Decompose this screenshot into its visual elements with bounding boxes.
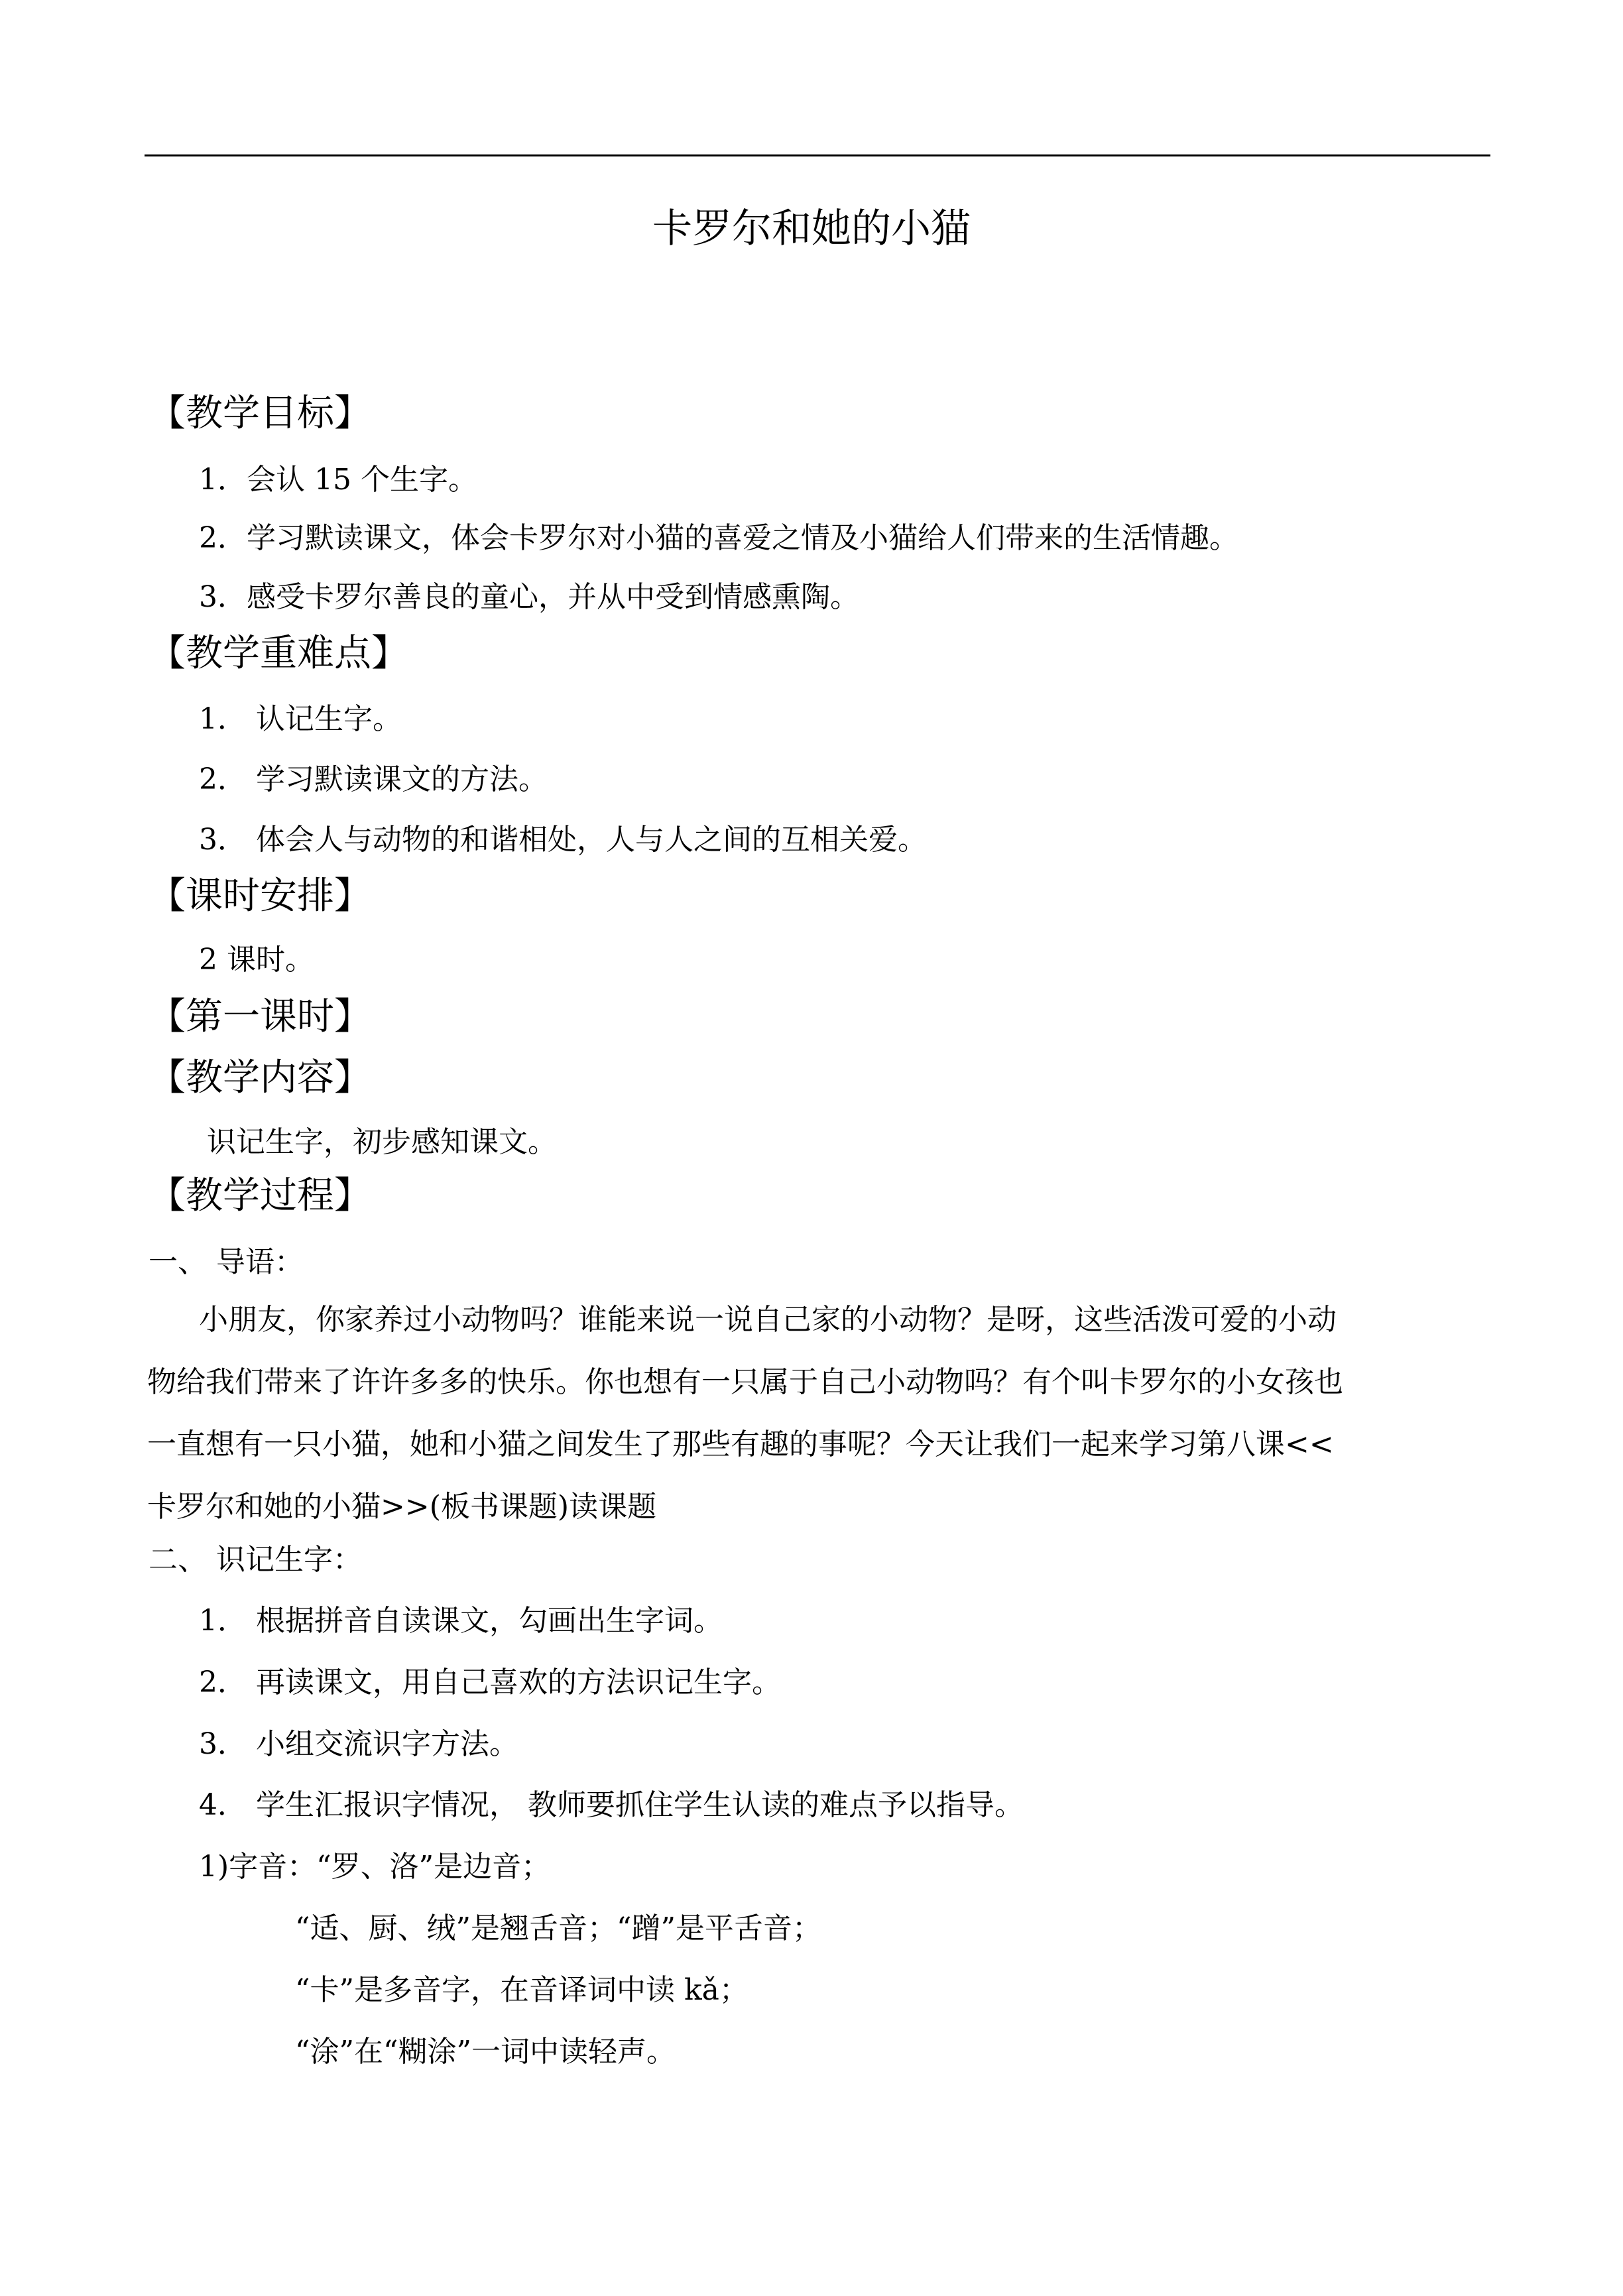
pronunciation-line: “涂”在“糊涂”一词中读轻声。 (295, 2035, 676, 2069)
content-text: 识记生字，初步感知课文。 (207, 1125, 557, 1159)
process-step: 3． 小组交流识字方法。 (199, 1727, 518, 1761)
pronunciation-intro: 1)字音：“罗、洛”是边音； (199, 1850, 551, 1884)
process-part1-label: 一、 导语： (149, 1245, 304, 1279)
section-heading-process: 【教学过程】 (149, 1174, 371, 1217)
section-heading-key-points: 【教学重难点】 (149, 632, 408, 675)
section-heading-schedule: 【课时安排】 (149, 875, 371, 918)
pronunciation-line: “卡”是多音字，在音译词中读 kǎ； (295, 1973, 749, 2007)
process-part2-label: 二、 识记生字： (149, 1543, 362, 1577)
paragraph-line: 一直想有一只小猫，她和小猫之间发生了那些有趣的事呢？今天让我们一起来学习第八课<< (147, 1427, 1334, 1461)
process-step: 4． 学生汇报识字情况， 教师要抓住学生认读的难点予以指导。 (199, 1788, 1024, 1822)
paragraph-line: 卡罗尔和她的小猫>>(板书课题)读课题 (147, 1490, 657, 1524)
process-step: 2． 再读课文，用自己喜欢的方法识记生字。 (199, 1665, 781, 1699)
goal-item: 2．学习默读课文，体会卡罗尔对小猫的喜爱之情及小猫给人们带来的生活情趣。 (199, 521, 1238, 555)
intro-paragraph (147, 1289, 1493, 1538)
key-point-item: 1． 认记生字。 (199, 702, 402, 736)
section-heading-goals: 【教学目标】 (149, 392, 371, 435)
paragraph-line: 小朋友，你家养过小动物吗？谁能来说一说自己家的小动物？是呀，这些活泼可爱的小动 (199, 1303, 1337, 1337)
goal-item: 3．感受卡罗尔善良的童心，并从中受到情感熏陶。 (199, 580, 859, 614)
paragraph-line: 物给我们带来了许许多多的快乐。你也想有一只属于自己小动物吗？有个叫卡罗尔的小女孩也 (147, 1365, 1343, 1399)
pronunciation-line: “适、厨、绒”是翘舌音；“蹭”是平舌音； (295, 1911, 821, 1945)
section-heading-first-lesson: 【第一课时】 (149, 995, 371, 1038)
key-point-item: 3． 体会人与动物的和谐相处，人与人之间的互相关爱。 (199, 823, 927, 857)
section-heading-content: 【教学内容】 (149, 1056, 371, 1099)
goal-item: 1．会认 15 个生字。 (199, 463, 477, 497)
process-step: 1． 根据拼音自读课文，勾画出生字词。 (199, 1604, 723, 1638)
header-rule (145, 154, 1490, 156)
schedule-text: 2 课时。 (199, 943, 314, 977)
document-title: 卡罗尔和她的小猫 (652, 206, 971, 252)
key-point-item: 2． 学习默读课文的方法。 (199, 762, 548, 796)
